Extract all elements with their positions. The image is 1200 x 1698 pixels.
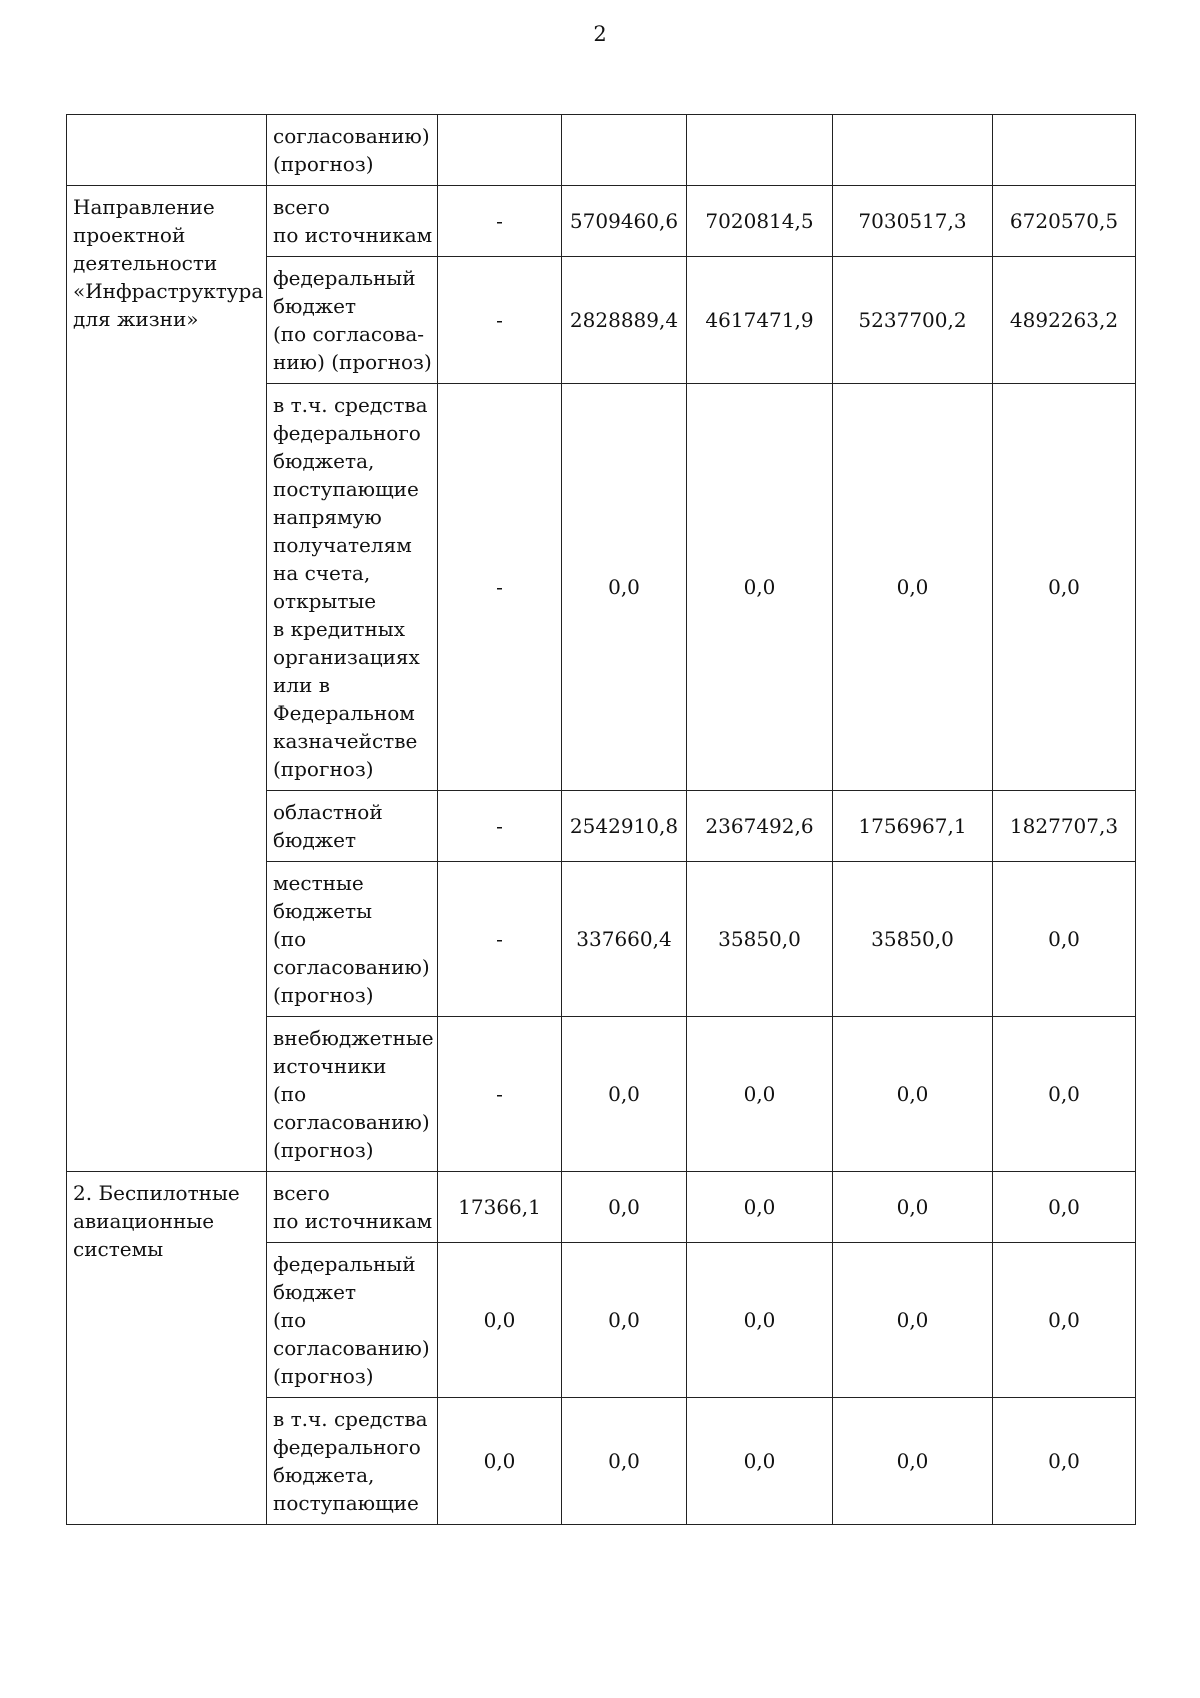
value-cell: 0,0 [438, 1243, 562, 1398]
value-cell: 0,0 [438, 1398, 562, 1525]
value-cell: 5709460,6 [562, 186, 687, 257]
value-cell: 0,0 [993, 862, 1136, 1017]
value-cell: 2828889,4 [562, 257, 687, 384]
value-cell: 4892263,2 [993, 257, 1136, 384]
source-cell: в т.ч. средства федерального бюджета, поступающие напрямую получателям на счета, открытые в кредитных организациях или в Федеральном казначействе (прогноз) [267, 384, 438, 791]
value-cell: 0,0 [833, 1172, 993, 1243]
value-cell: 0,0 [993, 1172, 1136, 1243]
value-cell: 0,0 [687, 384, 833, 791]
direction-label: Направление проектной деятельности «Инфраструктура для жизни» [73, 195, 264, 331]
source-cell: областной бюджет [267, 791, 438, 862]
direction-label: 2. Беспилотные авиационные системы [73, 1181, 240, 1261]
direction-cell [67, 115, 267, 186]
value-cell: 2367492,6 [687, 791, 833, 862]
direction-cell [67, 1172, 267, 1525]
value-cell: 0,0 [833, 1017, 993, 1172]
table-row [67, 1172, 1136, 1243]
budget-table-body [67, 115, 1136, 1525]
value-cell [562, 115, 687, 186]
table-row [67, 186, 1136, 257]
value-cell: 7020814,5 [687, 186, 833, 257]
source-cell: внебюджетные источники (по согласованию) (прогноз) [267, 1017, 438, 1172]
source-cell: согласованию) (прогноз) [267, 115, 438, 186]
value-cell: 5237700,2 [833, 257, 993, 384]
value-cell: 0,0 [562, 1398, 687, 1525]
source-cell: федеральный бюджет (по согласова- нию) (прогноз) [267, 257, 438, 384]
value-cell: - [438, 384, 562, 791]
value-cell: - [438, 257, 562, 384]
value-cell: 0,0 [687, 1172, 833, 1243]
value-cell: 35850,0 [687, 862, 833, 1017]
direction-cell [67, 186, 267, 1172]
value-cell: 2542910,8 [562, 791, 687, 862]
value-cell: 0,0 [687, 1243, 833, 1398]
value-cell: 0,0 [993, 384, 1136, 791]
source-cell: всего по источникам [267, 186, 438, 257]
value-cell: 6720570,5 [993, 186, 1136, 257]
value-cell: 0,0 [687, 1017, 833, 1172]
value-cell: 0,0 [562, 384, 687, 791]
value-cell: - [438, 862, 562, 1017]
value-cell: 0,0 [833, 384, 993, 791]
table-row [67, 115, 1136, 186]
value-cell: 0,0 [687, 1398, 833, 1525]
budget-table [66, 114, 1136, 1525]
value-cell: 0,0 [833, 1398, 993, 1525]
source-cell: федеральный бюджет (по согласованию) (прогноз) [267, 1243, 438, 1398]
value-cell: 1827707,3 [993, 791, 1136, 862]
value-cell [438, 115, 562, 186]
value-cell: 0,0 [562, 1243, 687, 1398]
value-cell: 17366,1 [438, 1172, 562, 1243]
page-number: 2 [593, 22, 607, 46]
value-cell: 0,0 [993, 1398, 1136, 1525]
value-cell: 0,0 [562, 1017, 687, 1172]
value-cell: - [438, 1017, 562, 1172]
value-cell: 7030517,3 [833, 186, 993, 257]
value-cell: - [438, 791, 562, 862]
source-cell: в т.ч. средства федерального бюджета, поступающие [267, 1398, 438, 1525]
value-cell: - [438, 186, 562, 257]
source-cell: местные бюджеты (по согласованию) (прогноз) [267, 862, 438, 1017]
value-cell: 1756967,1 [833, 791, 993, 862]
source-cell: всего по источникам [267, 1172, 438, 1243]
value-cell [687, 115, 833, 186]
value-cell: 0,0 [833, 1243, 993, 1398]
value-cell: 35850,0 [833, 862, 993, 1017]
value-cell [833, 115, 993, 186]
value-cell: 337660,4 [562, 862, 687, 1017]
value-cell: 4617471,9 [687, 257, 833, 384]
value-cell: 0,0 [993, 1017, 1136, 1172]
value-cell: 0,0 [993, 1243, 1136, 1398]
value-cell [993, 115, 1136, 186]
value-cell: 0,0 [562, 1172, 687, 1243]
